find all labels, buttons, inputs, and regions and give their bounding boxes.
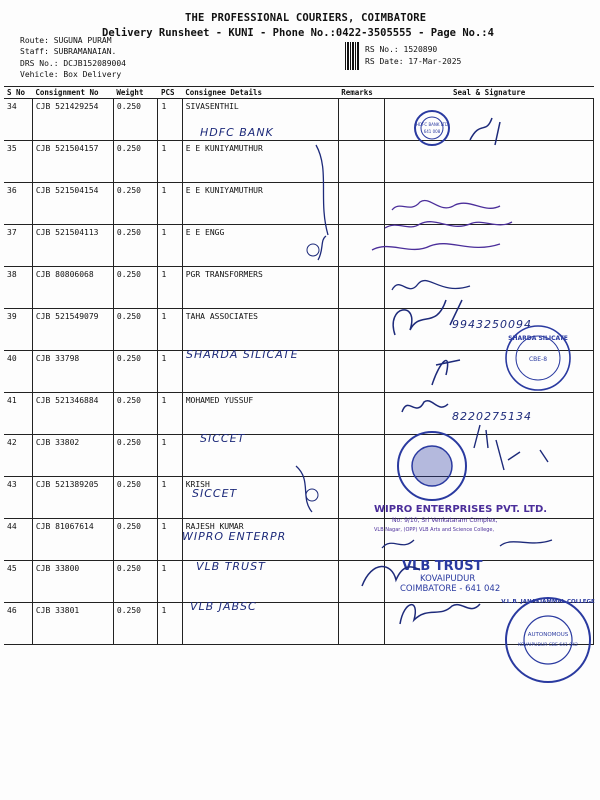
row-remarks (338, 393, 385, 435)
handwritten-phone-39: 9943250094 (452, 318, 532, 331)
table-row (4, 267, 594, 309)
row-remarks (338, 141, 385, 183)
route-label: Route: SUGUNA PURAM (20, 36, 112, 45)
row-pcs: 1 (158, 519, 182, 561)
col-consignee: Consignee Details (182, 87, 338, 99)
row-pcs: 1 (158, 351, 182, 393)
drs-label: DRS No.: DCJB152089004 (20, 59, 126, 68)
staff-label: Staff: SUBRAMANAIAN. (20, 47, 117, 56)
table-row (4, 351, 594, 393)
row-consignee: TAHA ASSOCIATES (182, 309, 338, 351)
row-sno: 45 (4, 561, 32, 603)
row-remarks (338, 519, 385, 561)
row-sno: 42 (4, 435, 32, 477)
table-row (4, 183, 594, 225)
table-row (4, 561, 594, 603)
table-header-row (4, 87, 594, 99)
col-weight: Weight (113, 87, 158, 99)
row-consignment: CJB 521504154 (32, 183, 113, 225)
row-consignment: CJB 521429254 (32, 99, 113, 141)
rs-number: RS No.: 1520890 (365, 45, 438, 54)
college-stamp-inner: AUTONOMOUS (527, 632, 569, 638)
row-consignment: CJB 33800 (32, 561, 113, 603)
wipro-stamp-addr1: No: 9/10, Sri Venkataram Complex, (392, 517, 498, 524)
row-sno: 46 (4, 603, 32, 645)
row-consignment: CJB 521346884 (32, 393, 113, 435)
row-pcs: 1 (158, 603, 182, 645)
row-sno: 37 (4, 225, 32, 267)
row-weight: 0.250 (113, 309, 158, 351)
row-sno: 36 (4, 183, 32, 225)
table-row (4, 519, 594, 561)
row-consignment: CJB 521504157 (32, 141, 113, 183)
row-consignee: SIVASENTHIL (182, 99, 338, 141)
row-consignment: CJB 81067614 (32, 519, 113, 561)
hdfc-stamp-text: HDFC BANK LTD (415, 122, 449, 127)
row-consignment: CJB 33802 (32, 435, 113, 477)
handwritten-consignee-42: SICCET (200, 432, 246, 445)
sharda-stamp-text: SHARDA SILICATE (508, 335, 568, 342)
row-seal (385, 183, 594, 225)
row-seal (385, 561, 594, 603)
college-stamp-city: KOVAIPUDUR CBE 641 042 (518, 643, 578, 648)
handwritten-consignee-44: WIPRO ENTERPR (182, 530, 287, 543)
row-weight: 0.250 (113, 267, 158, 309)
vlb-stamp-city: COIMBATORE - 641 042 (400, 584, 501, 594)
col-sno: S No (4, 87, 32, 99)
row-seal (385, 435, 594, 477)
row-seal (385, 603, 594, 645)
row-seal (385, 393, 594, 435)
college-stamp-ring: V.L.B. JANAKIAMMAL COLLEGE (501, 599, 595, 605)
row-remarks (338, 435, 385, 477)
runsheet-table (4, 86, 594, 645)
table-row (4, 309, 594, 351)
row-weight: 0.250 (113, 519, 158, 561)
row-pcs: 1 (158, 393, 182, 435)
row-pcs: 1 (158, 477, 182, 519)
row-pcs: 1 (158, 141, 182, 183)
handwritten-consignee-34: HDFC BANK (200, 126, 274, 139)
row-sno: 41 (4, 393, 32, 435)
vehicle-label: Vehicle: Box Delivery (20, 70, 122, 79)
row-consignee: RAJESH KUMAR (182, 519, 338, 561)
table-row (4, 225, 594, 267)
row-sno: 39 (4, 309, 32, 351)
row-pcs: 1 (158, 225, 182, 267)
row-pcs: 1 (158, 435, 182, 477)
row-consignee (182, 351, 338, 393)
row-weight: 0.250 (113, 99, 158, 141)
row-consignment: CJB 33798 (32, 351, 113, 393)
row-consignment: CJB 521549079 (32, 309, 113, 351)
sharda-stamp-code: CBE-8 (528, 356, 548, 363)
col-pcs: PCS (158, 87, 182, 99)
row-seal (385, 477, 594, 519)
row-seal (385, 225, 594, 267)
row-weight: 0.250 (113, 435, 158, 477)
wipro-stamp-name: WIPRO ENTERPRISES PVT. LTD. (374, 504, 548, 515)
row-consignee: KRISH (182, 477, 338, 519)
row-remarks (338, 225, 385, 267)
handwritten-consignee-45: VLB TRUST (196, 560, 266, 573)
row-remarks (338, 477, 385, 519)
row-weight: 0.250 (113, 183, 158, 225)
row-remarks (338, 561, 385, 603)
row-seal (385, 267, 594, 309)
row-remarks (338, 309, 385, 351)
wipro-stamp-addr2: VLB Nagar, (OPP) VLB Arts and Science College, (374, 527, 495, 533)
row-consignee (182, 603, 338, 645)
row-consignee: PGR TRANSFORMERS (182, 267, 338, 309)
row-consignment: CJB 521504113 (32, 225, 113, 267)
row-sno: 35 (4, 141, 32, 183)
handwritten-consignee-46: VLB JABSC (190, 600, 257, 613)
row-consignee: E E KUNIYAMUTHUR (182, 183, 338, 225)
row-sno: 38 (4, 267, 32, 309)
row-remarks (338, 99, 385, 141)
row-consignment: CJB 521389205 (32, 477, 113, 519)
row-remarks (338, 351, 385, 393)
row-pcs: 1 (158, 267, 182, 309)
vlb-stamp-name: VLB TRUST (402, 559, 483, 574)
table-row (4, 477, 594, 519)
table-row (4, 393, 594, 435)
row-remarks (338, 267, 385, 309)
row-seal (385, 99, 594, 141)
row-consignee: MOHAMED YUSSUF (182, 393, 338, 435)
row-weight: 0.250 (113, 225, 158, 267)
row-consignment: CJB 33801 (32, 603, 113, 645)
row-seal (385, 141, 594, 183)
company-title: THE PROFESSIONAL COURIERS, COIMBATORE (185, 12, 427, 24)
col-remarks: Remarks (338, 87, 385, 99)
row-weight: 0.250 (113, 477, 158, 519)
row-consignee: E E KUNIYAMUTHUR (182, 141, 338, 183)
col-consignment: Consignment No (32, 87, 113, 99)
row-seal (385, 351, 594, 393)
row-weight: 0.250 (113, 561, 158, 603)
row-pcs: 1 (158, 183, 182, 225)
runsheet-subtitle: Delivery Runsheet - KUNI - Phone No.:0422-3505555 - Page No.:4 (102, 27, 494, 39)
vlb-stamp-place: KOVAIPUDUR (420, 574, 476, 584)
row-sno: 43 (4, 477, 32, 519)
barcode (345, 42, 359, 70)
row-consignment: CJB 80806068 (32, 267, 113, 309)
row-weight: 0.250 (113, 603, 158, 645)
row-pcs: 1 (158, 99, 182, 141)
row-sno: 40 (4, 351, 32, 393)
col-seal: Seal & Signature (385, 87, 594, 99)
row-seal (385, 309, 594, 351)
handwritten-phone-41: 8220275134 (452, 410, 532, 423)
handwritten-consignee-40: SHARDA SILICATE (186, 348, 299, 361)
row-remarks (338, 603, 385, 645)
row-sno: 34 (4, 99, 32, 141)
row-weight: 0.250 (113, 141, 158, 183)
row-sno: 44 (4, 519, 32, 561)
table-row (4, 141, 594, 183)
hdfc-stamp-pin: 641 008 (423, 129, 441, 134)
row-consignee (182, 435, 338, 477)
row-consignee (182, 561, 338, 603)
row-seal (385, 519, 594, 561)
table-row (4, 435, 594, 477)
rs-date: RS Date: 17-Mar-2025 (365, 57, 462, 66)
handwritten-consignee-43: SICCET (192, 487, 238, 500)
row-weight: 0.250 (113, 351, 158, 393)
row-weight: 0.250 (113, 393, 158, 435)
row-consignee: E E ENGG (182, 225, 338, 267)
row-pcs: 1 (158, 309, 182, 351)
table-row (4, 603, 594, 645)
row-pcs: 1 (158, 561, 182, 603)
row-remarks (338, 183, 385, 225)
table-row (4, 99, 594, 141)
